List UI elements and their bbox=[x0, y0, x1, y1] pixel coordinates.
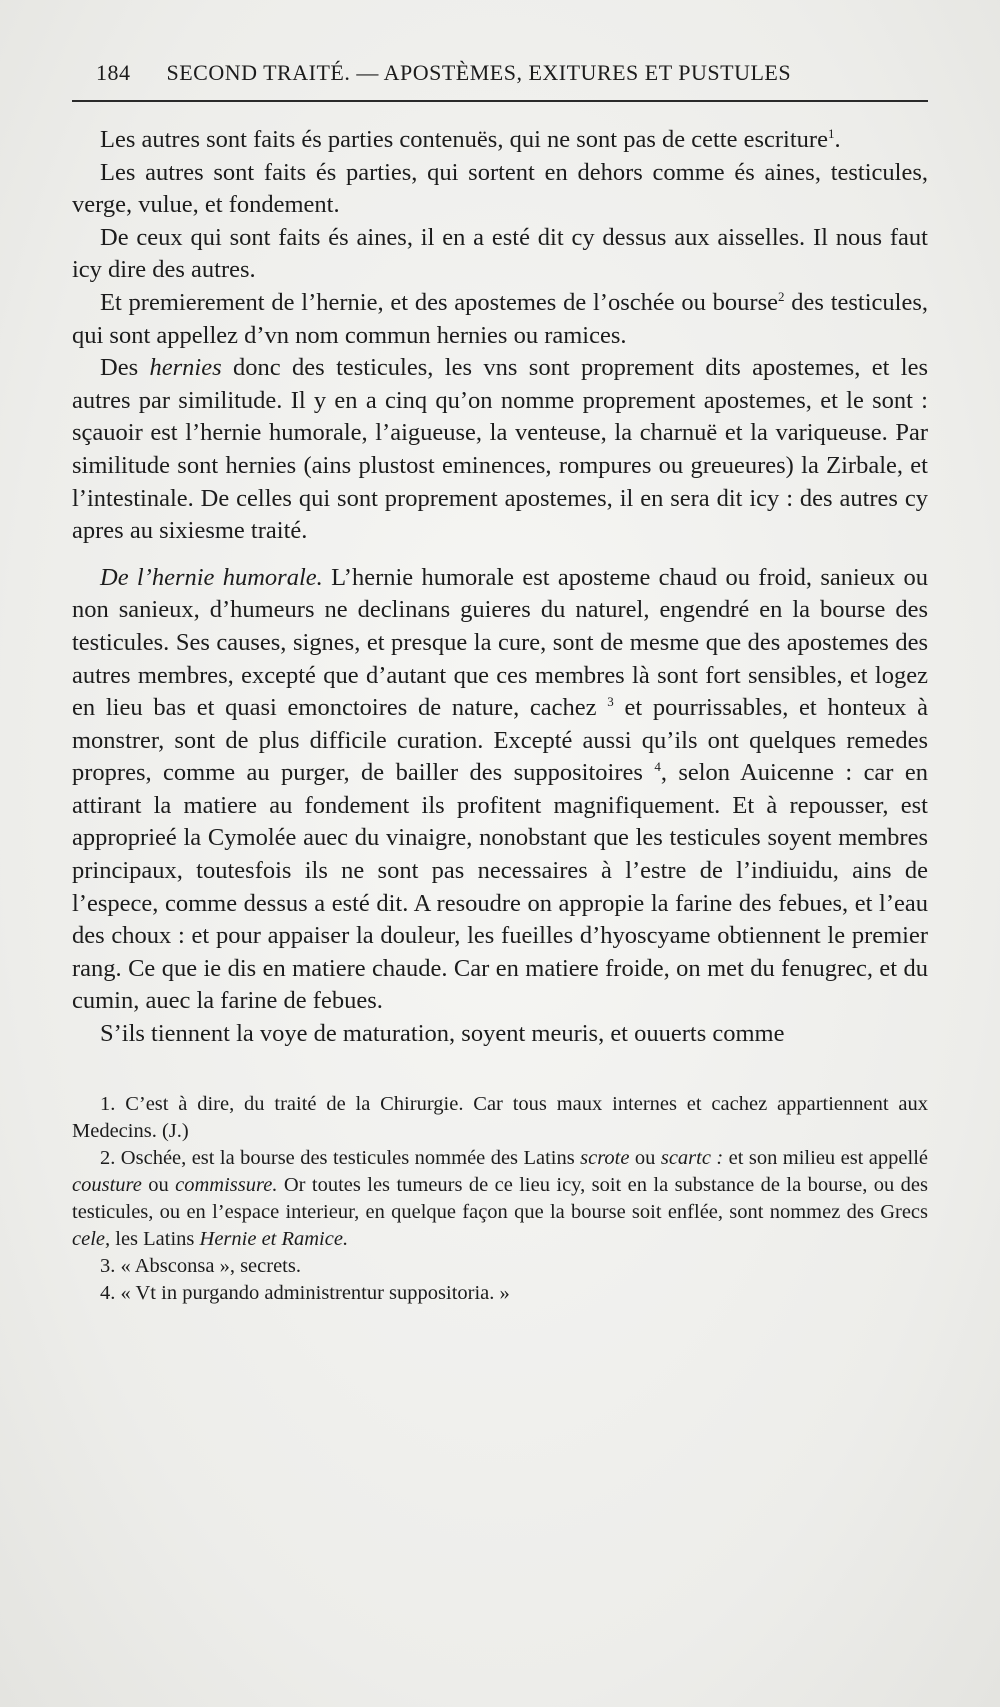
paragraph-3: De ceux qui sont faits és aines, il en a esté dit cy dessus aux aisselles. Il nous faut icy dire des autres. bbox=[72, 223, 928, 284]
footnote-4: 4. « Vt in purgando administrentur suppositoria. » bbox=[100, 1281, 510, 1304]
paragraph-5: Des hernies donc des testicules, les vns sont proprement dits apostemes, et les autres par similitude. Il y en a cinq qu’on nomme proprement apostemes, et le sont : sçauoir est l’hernie humorale, l’aigueuse, la venteuse, la charnuë et la variqueuse. Par similitude sont hernies (ains plustost eminences, rompures ou greueures) la Zirbale, et l’intestinale. De celles qui sont proprement apostemes, il en sera dit icy : des autres cy apres au sixiesme traité. bbox=[72, 354, 928, 545]
paragraph-6: De l’hernie humorale. L’hernie humorale est aposteme chaud ou froid, sanieux ou non sanieux, d’humeurs ne declinans guieres du naturel, engendré en la bourse des testicules. Ses causes, signes, et presque la cure, sont de mesme que des apostemes des autres membres, excepté que d’autant que ces membres là sont fort sensibles, et logez en lieu bas et quasi emonctoires de nature, cachez $^3$ et pourrissables, et honteux à monstrer, sont de plus difficile curation. Excepté aussi qu’ils ont quelques remedes propres, comme au purger, de bailler des suppositoires $^4$, selon Auicenne : car en attirant la matiere au fondement ils profitent magnifiquement. Et à repousser, est approprieé la Cymolée auec du vinaigre, nonobstant que les testicules soyent membres principaux, toutesfois ils ne sont pas necessaires à l’estre de l’indiuidu, ains de l’espece, comme dessus a esté dit. A resoudre on appropie la farine des febues, et l’eau des choux : et pour appaiser la douleur, les fueilles d’hyoscyame obtiennent le premier rang. Ce que ie dis en matiere chaude. Car en matiere froide, on met du fenugrec, et du cumin, auec la farine de febues. bbox=[72, 563, 928, 1015]
paragraph-7: S’ils tiennent la voye de maturation, soyent meuris, et ouuerts comme bbox=[100, 1020, 785, 1048]
running-header bbox=[72, 60, 928, 102]
paragraph-4: Et premierement de l’hernie, et des apostemes de l’oschée ou bourse$^2$ des testicules, qui sont appellez d’vn nom commun hernies ou ramices. bbox=[72, 288, 929, 349]
footnote-ref-4: 4 bbox=[654, 759, 661, 775]
body-text bbox=[72, 124, 928, 1051]
footnote-ref-3: 3 bbox=[607, 693, 614, 709]
section-heading: De l’hernie humorale. bbox=[100, 563, 323, 591]
footnote-ref-1: 1 bbox=[827, 125, 835, 141]
paragraph-1: Les autres sont faits és parties contenuës, qui ne sont pas de cette escriture$^1$. bbox=[100, 125, 841, 153]
page-number: 184 bbox=[96, 60, 131, 85]
footnote-ref-2: 2 bbox=[778, 288, 785, 304]
footnote-1: 1. C’est à dire, du traité de la Chirurgie. Car tous maux internes et cachez appartiennent aux Medecins. (J.) bbox=[72, 1092, 928, 1142]
footnotes bbox=[72, 1091, 928, 1307]
footnote-2: 2. Oschée, est la bourse des testicules nommée des Latins scrote ou scartc : et son milieu est appellé cousture ou commissure. Or toutes les tumeurs de ce lieu icy, soit en la substance de la bourse, ou des testicules, ou en l’espace interieur, en quelque façon que la bourse soit enflée, sont nommez des Grecs cele, les Latins Hernie et Ramice. bbox=[72, 1146, 929, 1250]
paragraph-2: Les autres sont faits és parties, qui sortent en dehors comme és aines, testicules, verge, vulue, et fondement. bbox=[72, 158, 928, 219]
running-title: SECOND TRAITÉ. — APOSTÈMES, EXITURES ET PUSTULES bbox=[166, 60, 792, 85]
footnote-3: 3. « Absconsa », secrets. bbox=[100, 1254, 301, 1277]
